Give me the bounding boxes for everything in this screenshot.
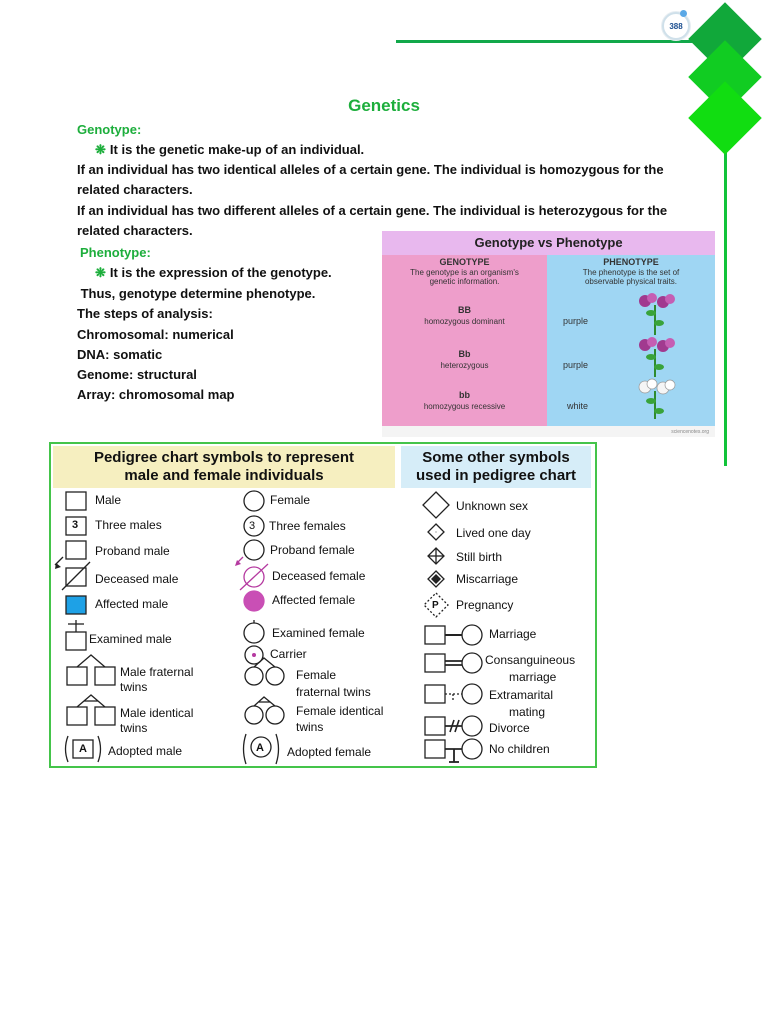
three-males-label: Three males — [95, 518, 162, 532]
phenotype-desc-1: The phenotype is the set of — [582, 268, 680, 277]
figure-credit: sciencenotes.org — [671, 429, 709, 435]
genotype-column-head: GENOTYPE — [439, 257, 490, 267]
page-number-badge — [662, 12, 690, 40]
phenotype-line-2: The steps of analysis: — [77, 306, 213, 321]
pedigree-header-right-line-1: Some other symbols — [422, 449, 570, 466]
extramarital-label: Extramarital — [489, 688, 554, 702]
male-square-icon — [66, 492, 86, 510]
examined-male-label: Examined male — [89, 632, 172, 646]
carrier-label: Carrier — [270, 647, 307, 661]
affected-female-label: Affected female — [272, 593, 356, 607]
female-circle-icon — [244, 491, 264, 511]
identical-twin-female-icon — [245, 706, 263, 724]
affected-female-icon — [244, 591, 264, 611]
divorce-icon — [425, 717, 445, 735]
male-identical-twins-label-2: twins — [120, 721, 148, 735]
genotype-line-4: related characters. — [77, 223, 193, 238]
page-title: Genetics — [348, 96, 420, 115]
no-children-icon — [425, 740, 445, 758]
genotype-desc-1: The genotype is an organism's — [410, 268, 519, 277]
pea-flowers-illustration — [633, 293, 713, 423]
phenotype-trait: white — [567, 401, 589, 411]
carrier-dot-icon — [252, 653, 256, 657]
three-females-label: Three females — [269, 519, 346, 533]
genotype-code: Bb — [458, 349, 471, 359]
female-identical-twins-label: Female identical — [296, 704, 384, 718]
genotype-column — [382, 255, 547, 426]
proband-female-icon — [244, 540, 264, 560]
proband-male-label: Proband male — [95, 544, 170, 558]
proband-male-icon — [66, 541, 86, 559]
genotype-line-2: related characters. — [77, 182, 193, 197]
genotype-line-1: If an individual has two identical alleles of a certain gene. The individual is homozygous for the — [77, 162, 664, 177]
phenotype-line-6: Array: chromosomal map — [77, 387, 235, 402]
side-rule — [724, 150, 727, 466]
male-label: Male — [95, 493, 122, 507]
extramarital-mating-icon — [425, 685, 445, 703]
affected-male-label: Affected male — [95, 597, 169, 611]
male-fraternal-twins-label: Male fraternal — [120, 665, 194, 679]
bullet-star-icon: ❋ — [95, 265, 106, 280]
female-fraternal-twins-label: Female — [296, 668, 337, 682]
pedigree-symbols-chart — [49, 442, 597, 768]
purple-flower-icon — [639, 293, 675, 335]
genotype-heading: Genotype: — [77, 122, 142, 137]
genotype-desc: homozygous recessive — [423, 402, 506, 411]
examined-female-icon — [244, 623, 264, 643]
header-rule — [396, 40, 696, 43]
pedigree-header-left-line-1: Pedigree chart symbols to represent — [93, 449, 355, 466]
marriage-label: Marriage — [489, 627, 537, 641]
marriage-icon — [425, 626, 445, 644]
adopted-female-badge: A — [256, 742, 264, 754]
three-males-count: 3 — [72, 519, 79, 531]
adopted-male-badge: A — [79, 743, 87, 755]
consanguineous-label-2: marriage — [509, 670, 557, 684]
phenotype-desc-2: observable physical traits. — [584, 277, 678, 286]
phenotype-column-head: PHENOTYPE — [603, 257, 659, 267]
deceased-female-label: Deceased female — [272, 569, 366, 583]
male-identical-twins-label: Male identical — [120, 706, 194, 720]
pregnancy-badge: P — [432, 600, 439, 611]
female-label: Female — [270, 493, 311, 507]
phenotype-line-1: Thus, genotype determine phenotype. — [77, 286, 316, 301]
pregnancy-label: Pregnancy — [456, 598, 514, 612]
lived-one-day-label: Lived one day — [456, 526, 531, 540]
proband-female-label: Proband female — [270, 543, 355, 557]
phenotype-trait: purple — [563, 360, 589, 370]
affected-male-icon — [66, 596, 86, 614]
phenotype-line-5: Genome: structural — [77, 367, 197, 382]
fraternal-twin-female-icon — [245, 667, 263, 685]
proband-female-arrowhead-icon — [235, 560, 241, 566]
adopted-female-label: Adopted female — [287, 745, 372, 759]
genotype-desc: heterozygous — [440, 361, 489, 370]
header-diamond-3 — [688, 81, 762, 155]
no-children-label: No children — [489, 742, 550, 756]
unknown-sex-label: Unknown sex — [456, 499, 529, 513]
genotype-desc: homozygous dominant — [424, 317, 505, 326]
miscarriage-label: Miscarriage — [456, 572, 519, 586]
male-fraternal-twins-label-2: twins — [120, 680, 148, 694]
extramarital-label-2: mating — [509, 705, 546, 719]
still-birth-label: Still birth — [456, 550, 503, 564]
badge-dot — [680, 10, 687, 17]
phenotype-trait: purple — [563, 316, 589, 326]
phenotype-heading: Phenotype: — [80, 245, 151, 260]
phenotype-column — [547, 255, 715, 426]
pedigree-header-right-line-2: used in pedigree chart — [415, 467, 577, 484]
deceased-male-label: Deceased male — [95, 572, 179, 586]
unknown-sex-diamond-icon — [423, 492, 449, 518]
phenotype-line-3: Chromosomal: numerical — [77, 327, 234, 342]
genotype-vs-phenotype-figure — [382, 231, 715, 437]
bullet-star-icon: ❋ — [95, 142, 106, 157]
consanguineous-label: Consanguineous — [485, 653, 576, 667]
examined-male-icon — [66, 632, 86, 650]
examined-female-label: Examined female — [272, 626, 365, 640]
three-females-count: 3 — [249, 520, 256, 532]
phenotype-bullet — [95, 263, 332, 283]
adopted-male-label: Adopted male — [108, 744, 183, 758]
page-number: 388 — [669, 21, 683, 31]
genotype-bullet-text: It is the genetic make-up of an individual. — [109, 142, 365, 157]
phenotype-bullet-text: It is the expression of the genotype. — [109, 265, 332, 280]
female-identical-twins-label-2: twins — [296, 720, 324, 734]
genotype-code: bb — [459, 390, 470, 400]
genotype-line-3: If an individual has two different alleles of a certain gene. The individual is heterozygous for the — [77, 203, 668, 218]
genotype-code: BB — [458, 305, 471, 315]
consanguineous-marriage-icon — [425, 654, 445, 672]
genotype-bullet — [95, 140, 364, 160]
divorce-label: Divorce — [489, 721, 530, 735]
fraternal-twin-male-icon — [67, 667, 87, 685]
white-flower-icon — [639, 379, 675, 419]
pedigree-header-left-line-2: male and female individuals — [124, 467, 324, 484]
identical-twin-male-icon — [67, 707, 87, 725]
figure-title: Genotype vs Phenotype — [382, 231, 715, 255]
purple-flower-icon — [639, 337, 675, 377]
proband-arrowhead-icon — [55, 563, 61, 569]
female-fraternal-twins-label-2: fraternal twins — [296, 685, 371, 699]
genotype-desc-2: genetic information. — [429, 277, 500, 286]
miscarriage-fill-icon — [431, 574, 441, 584]
phenotype-line-4: DNA: somatic — [77, 347, 163, 362]
